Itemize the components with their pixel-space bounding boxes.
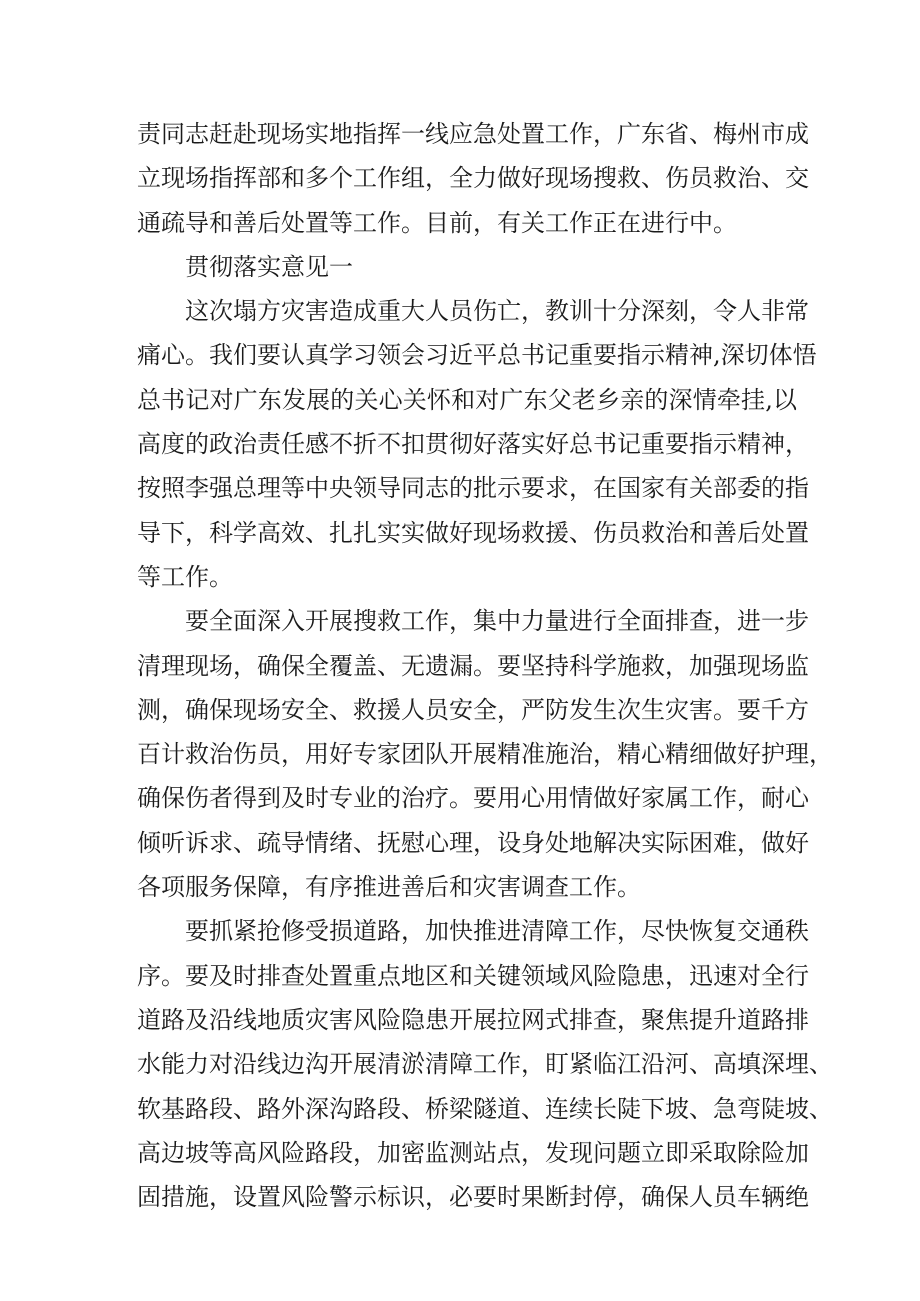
- text-line: 立现场指挥部和多个工作组，全力做好现场搜救、伤员救治、交: [137, 164, 809, 193]
- text-line: 清理现场，确保全覆盖、无遗漏。要坚持科学施救，加强现场监: [137, 651, 809, 680]
- text-line: 固措施，设置风险警示标识，必要时果断封停，确保人员车辆绝: [137, 1183, 809, 1212]
- section-heading: 贯彻落实意见一: [137, 252, 353, 281]
- text-line: 百计救治伤员，用好专家团队开展精准施治，精心精细做好护理，: [137, 740, 833, 769]
- text-line: 倾听诉求、疏导情绪、抚慰心理，设身处地解决实际困难，做好: [137, 828, 809, 857]
- text-line: 通疏导和善后处置等工作。目前，有关工作正在进行中。: [137, 208, 737, 237]
- text-line: 痛心。我们要认真学习领会习近平总书记重要指示精神,深切体悟: [137, 341, 817, 370]
- text-line: 等工作。: [137, 562, 233, 591]
- text-line: 水能力对沿线边沟开展清淤清障工作，盯紧临江沿河、高填深埋、: [137, 1050, 833, 1079]
- text-line: 按照李强总理等中央领导同志的批示要求，在国家有关部委的指: [137, 474, 809, 503]
- text-line: 高边坡等高风险路段，加密监测站点，发现问题立即采取除险加: [137, 1138, 809, 1167]
- text-line: 要抓紧抢修受损道路，加快推进清障工作，尽快恢复交通秩: [137, 917, 809, 946]
- text-line: 序。要及时排查处置重点地区和关键领域风险隐患，迅速对全行: [137, 961, 809, 990]
- text-line: 确保伤者得到及时专业的治疗。要用心用情做好家属工作，耐心: [137, 784, 809, 813]
- text-line: 导下，科学高效、扎扎实实做好现场救援、伤员救治和善后处置: [137, 518, 809, 547]
- text-line: 道路及沿线地质灾害风险隐患开展拉网式排查，聚焦提升道路排: [137, 1005, 809, 1034]
- text-line: 要全面深入开展搜救工作，集中力量进行全面排查，进一步: [137, 607, 809, 636]
- text-line: 高度的政治责任感不折不扣贯彻好落实好总书记重要指示精神，: [137, 430, 809, 459]
- text-line: 软基路段、路外深沟路段、桥梁隧道、连续长陡下坡、急弯陡坡、: [137, 1094, 833, 1123]
- text-line: 各项服务保障，有序推进善后和灾害调查工作。: [137, 873, 641, 902]
- text-line: 这次塌方灾害造成重大人员伤亡，教训十分深刻，令人非常: [137, 297, 809, 326]
- body-text: [137, 112, 833, 1219]
- text-line: 责同志赶赴现场实地指挥一线应急处置工作，广东省、梅州市成: [137, 120, 809, 148]
- text-line: 测，确保现场安全、救援人员安全，严防发生次生灾害。要千方: [137, 695, 809, 724]
- text-line: 总书记对广东发展的关心关怀和对广东父老乡亲的深情牵挂,以: [137, 385, 797, 414]
